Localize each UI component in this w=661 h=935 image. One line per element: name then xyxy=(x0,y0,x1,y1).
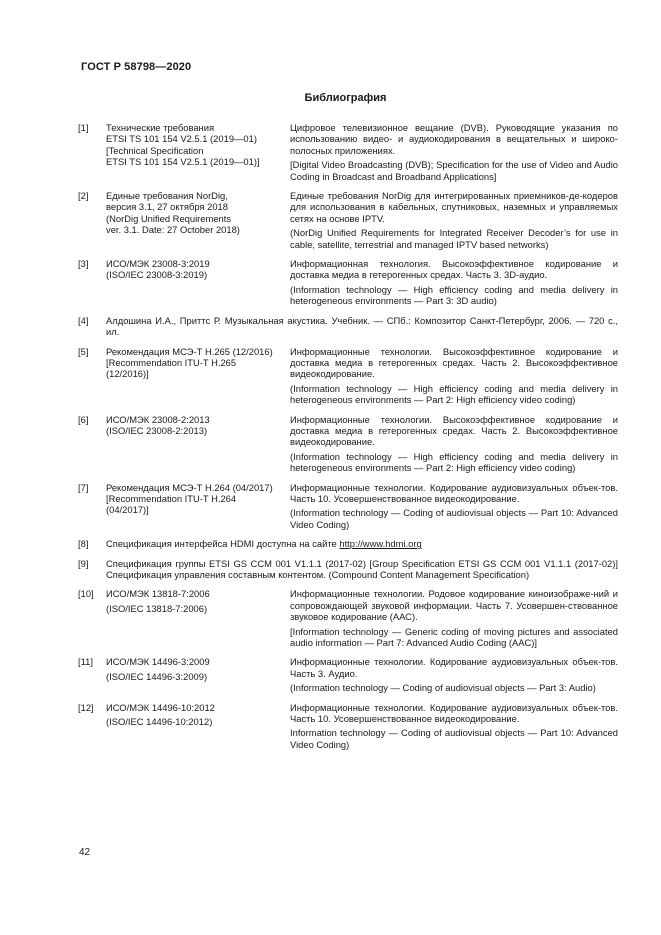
reference-line: [Recommendation ITU-T H.264 xyxy=(106,492,237,504)
reference-line: Единые требования NorDig, xyxy=(106,190,228,202)
description-paragraph: Информационные технологии. Родовое кодирование киноизображе-ний и сопровождающей звуковой информации. Часть 7. Усовершен-ствованное звуковое кодирование (ААС). xyxy=(290,588,618,623)
description-paragraph: (NorDig Unified Requirements for Integrated Receiver Decoder’s for use in cable, satellite, terrestrial and managed IPTV based networks) xyxy=(290,227,618,250)
description-paragraph: Информационные технологии. Кодирование аудиовизуальных объек-тов. Часть 3. Аудио. xyxy=(290,656,618,679)
bibliography-entry xyxy=(78,346,618,406)
reference-line: Рекомендация МСЭ-Т H.265 (12/2016) xyxy=(106,345,273,357)
description-paragraph: Информационная технология. Высокоэффективное кодирование и доставка медиа в гетерогенных средах. Часть 3. 3D-аудио. xyxy=(290,258,618,281)
entry-number: [9] xyxy=(78,557,89,569)
reference-line: (12/2016)] xyxy=(106,368,149,380)
reference-line: [Recommendation ITU-T H.265 xyxy=(106,356,237,368)
entry-description xyxy=(290,258,618,307)
reference-line: ver. 3.1. Date: 27 October 2018) xyxy=(106,224,240,236)
page-title: Библиография xyxy=(304,92,387,104)
reference-line: ИСО/МЭК 13818-7:2006 xyxy=(106,588,210,600)
description-paragraph: (Information technology — High efficiency coding and media delivery in heterogeneous environments — Part 3: 3D audio) xyxy=(290,283,618,307)
entry-description xyxy=(290,346,618,406)
hdmi-link[interactable]: http://www.hdmi.org xyxy=(339,538,422,550)
description-paragraph: [Digital Video Broadcasting (DVB); Specification for the use of Video and Audio Coding in Broadcast and Broadband Applications] xyxy=(290,159,618,182)
description-paragraph: Информационные технологии. Высокоэффективное кодирование и доставка медиа в гетерогенных средах. Часть 2. Высокоэффективное видеокодирование. xyxy=(290,345,618,380)
entry-number: [3] xyxy=(78,258,89,270)
entry-number: [7] xyxy=(78,481,89,493)
reference-line: (ISO/IEC 23008-3:2019) xyxy=(106,269,208,281)
entry-description xyxy=(290,588,618,648)
entry-description xyxy=(290,482,618,531)
entry-reference xyxy=(106,482,290,531)
description-paragraph: (Information technology — High efficiency coding and media delivery in heterogeneous environments — Part 2: High efficiency video coding) xyxy=(290,382,618,406)
description-paragraph: Информационные технологии. Кодирование аудиовизуальных объек-тов. Часть 10. Усовершенствованное видеокодирование. xyxy=(290,701,618,725)
entry-reference xyxy=(106,346,290,406)
reference-line: (ISO/IEC 13818-7:2006) xyxy=(106,602,208,614)
reference-line: версия 3.1, 27 октября 2018 xyxy=(106,201,228,213)
entry-full-text: Алдошина И.А., Приттс Р. Музыкальная акустика. Учебник. — СПб.: Композитор Санкт-Петербург, 2006. — 720 с., ил. xyxy=(106,314,618,338)
entry-reference xyxy=(106,190,290,250)
entry-reference xyxy=(106,414,290,474)
entry-description xyxy=(290,702,618,751)
reference-line: Технические требования xyxy=(106,122,215,133)
entry-full-text xyxy=(106,538,618,549)
bibliography-entry xyxy=(78,482,618,531)
entry-reference xyxy=(106,656,290,693)
document-id: ГОСТ Р 58798—2020 xyxy=(81,61,192,73)
description-paragraph: Информационные технологии. Высокоэффективное кодирование и доставка медиа в гетерогенных средах. Часть 2. Высокоэффективное видеокодирование. xyxy=(290,413,618,448)
entry-reference xyxy=(106,702,290,751)
description-paragraph: (Information technology — High efficiency coding and media delivery in heterogeneous environments — Part 2: High efficiency video coding) xyxy=(290,450,618,474)
entry-description xyxy=(290,190,618,250)
page-number: 42 xyxy=(79,847,91,858)
reference-line: Рекомендация МСЭ-Т H.264 (04/2017) xyxy=(106,481,273,493)
reference-line: ИСО/МЭК 23008-2:2013 xyxy=(106,413,210,425)
bibliography-entry xyxy=(78,588,618,648)
bibliography-entry xyxy=(78,315,618,338)
reference-line: ИСО/МЭК 14496-3:2009 xyxy=(106,656,210,668)
entry-number: [11] xyxy=(78,656,93,668)
entry-description xyxy=(290,656,618,693)
entry-number: [10] xyxy=(78,588,94,600)
description-paragraph: (Information technology — Coding of audiovisual objects — Part 10: Advanced Video Coding) xyxy=(290,507,618,530)
reference-line: (ISO/IEC 23008-2:2013) xyxy=(106,424,208,436)
description-paragraph: (Information technology — Coding of audiovisual objects — Part 3: Audio) xyxy=(290,682,596,694)
reference-line: (ISO/IEC 14496-3:2009) xyxy=(106,670,208,682)
entry-number: [2] xyxy=(78,190,89,202)
bibliography-entry xyxy=(78,258,618,307)
reference-line: (ISO/IEC 14496-10:2012) xyxy=(106,716,213,728)
entry-number: [8] xyxy=(78,538,89,550)
description-paragraph: Information technology — Coding of audiovisual objects — Part 10: Advanced Video Coding) xyxy=(290,727,618,750)
entry-description xyxy=(290,414,618,474)
entry-reference xyxy=(106,258,290,307)
entry-reference xyxy=(106,588,290,648)
bibliography-list xyxy=(78,122,618,758)
entry-number: [5] xyxy=(78,345,89,357)
entry-number: [6] xyxy=(78,413,89,425)
reference-line: ИСО/МЭК 14496-10:2012 xyxy=(106,701,215,713)
bibliography-entry xyxy=(78,656,618,693)
bibliography-entry xyxy=(78,558,618,581)
entry-number: [1] xyxy=(78,122,89,133)
entry-full-text: Спецификация группы ETSI GS CCM 001 V1.1.1 (2017-02) [Group Specification ETSI GS CCM 001 V1.1.1 (2017-02)] Спецификация управления составным контентом. (Compound Content Management Specification) xyxy=(106,557,618,580)
reference-line: ETSI TS 101 154 V2.5.1 (2019—01)] xyxy=(106,156,260,168)
bibliography-entry xyxy=(78,414,618,474)
reference-line: (NorDig Unified Requirements xyxy=(106,212,232,224)
bibliography-entry xyxy=(78,122,618,182)
description-paragraph: Единые требования NorDig для интегрированных приемников-де-кодеров для использования в кабельных, спутниковых, наземных и управляемых сетях на основе IPTV. xyxy=(290,190,618,224)
entry-number: [12] xyxy=(78,701,94,713)
reference-line: (04/2017)] xyxy=(106,504,149,516)
entry-text: Спецификация интерфейса HDMI доступна на сайте xyxy=(106,538,340,550)
entry-description xyxy=(290,122,618,182)
description-paragraph: Цифровое телевизионное вещание (DVB). Руководящие указания по использованию видео- и аудиокодирования в вещательных и широко-полосных приложениях. xyxy=(290,122,618,156)
reference-line: ИСО/МЭК 23008-3:2019 xyxy=(106,258,210,270)
entry-reference xyxy=(106,122,290,182)
bibliography-entry xyxy=(78,702,618,751)
reference-line: ETSI TS 101 154 V2.5.1 (2019—01) xyxy=(106,133,257,145)
entry-number: [4] xyxy=(78,314,89,326)
description-paragraph: Информационные технологии. Кодирование аудиовизуальных объек-тов. Часть 10. Усовершенствованное видеокодирование. xyxy=(290,481,618,504)
description-paragraph: [Information technology — Generic coding of moving pictures and associated audio information — Part 7: Advanced Audio Coding (AAC)] xyxy=(290,625,618,649)
bibliography-entry xyxy=(78,538,618,549)
bibliography-entry xyxy=(78,190,618,250)
reference-line: [Technical Specification xyxy=(106,144,204,156)
